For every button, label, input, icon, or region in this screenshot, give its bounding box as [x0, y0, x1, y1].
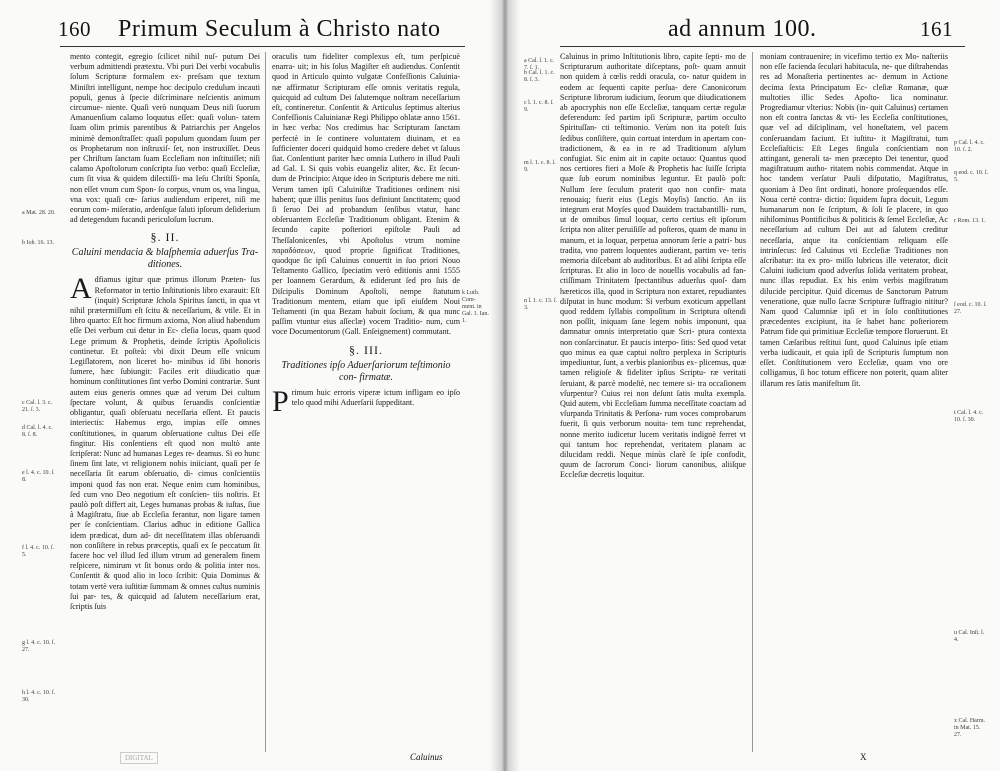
margin-note: f l. 4. c. 10. ſ. 5.: [22, 545, 54, 558]
right-column-divider: [752, 52, 753, 752]
dropcap-p: P: [272, 384, 289, 418]
right-column-1: [560, 52, 746, 752]
left-page: [0, 0, 490, 771]
book-gutter: [490, 0, 520, 771]
left-section-heading: Caluini mendacia & blaſphemia aduerſus Tra- ditiones.: [71, 247, 259, 271]
library-stamp: DIGITAL: [120, 752, 158, 764]
margin-note: b Cal. l. 1. c. 8. ſ. 3.: [524, 70, 555, 83]
right-page-header: [668, 14, 816, 44]
left-col2-body: rimum huic erroris viperæ ictum infligam eo ipſo telo quod mihi Aduerſarii ſuppeditant.: [291, 387, 460, 407]
margin-note-inner: k Luth. Com- ment. in Gal. 1. Ian. 1.: [462, 290, 489, 324]
margin-note: ſ eod. c. 10. ſ. 27.: [954, 302, 987, 315]
margin-note: a Mat. 28. 20.: [22, 210, 56, 216]
margin-note: n l. 1. c. 13. ſ. 3.: [524, 298, 557, 311]
right-running-title: ad annum 100.: [668, 16, 817, 42]
right-header-rule: [560, 46, 965, 47]
right-column-2: [760, 52, 948, 752]
margin-note: q eod. c. 10. ſ. 5.: [954, 170, 988, 183]
signature-mark: X: [860, 752, 867, 762]
right-page-number: 161: [920, 17, 953, 41]
right-col2-paragraph: moniam contrauenire; in vicefimo tertio ex Mo- naſteriis non eſſe facienda ſeculari habitacula, ne- que diſtrahendas res ad Monaſteria pertinentes ac- demum in Actione decima ſexta Principatum Ec- cleſiæ Romanæ, quæ multoties illic Sedes Apoſto- lica nominatur. Progrediamur vlterius: Nobis (in- quit Caluinus) certamen non eſt contra ſanctas & vti- les Eccleſia conſtitutiones, quæ vel ad diſciplinam, vel honeſtatem, vel pacem conſeruandam faciunt. Et iuſtitu- it Magiſtratui, tum Eccleſiaſticis: Eſt Leges ſingula conſcientiam non attingant, generali ta- men præcepto Dei tenentur, quod magiſtratuum autho- ritatem nobis commendat. Atque in hoc tandem verſatur Pauli diſputatio, Magiſtratus, quoniam à Deo ſint ordinati, honore proſequendos eſſe. Noua certè contra- dictio: ſiquidem ſupra docuit, Legum humanarum non ſe ſcriptum, & ſoli ſe placere, in quo nihilominus Pontificibus & politicis & ſemel Eccleſiæ, Ac neceſſarium ad cultum Dei aut ad ſalutem creditur neceſſaria, atque ita conſcientiam reliquam eſſe intrinſecus: ſed Caluinus vti Eccleſiæ Traditiones non aſcribatur: ita ex pro- miſſo lubricus ille veterator, dicit Caluini iudicium quod adverſus ſolida veritatem probeat, nunc illas repudiat. Ex his enim verbis magiſtratum dilucide percipitur. Quid dicemus de Sanctorum Patrum veneratione, quæ nullo ſacræ Scripturæ ſuffragio nititur? Nam quod Calumniæ ipſi et in ſolo conſtitutiones præcedentes excipiunt, ita ſe habet hanc poſteriorem Patrum fide qui primitiuæ Eccleſiæ tempore floruerunt. Et tamen Cæſaribus reſtitui ſunt, quod Caluinus ipſe etiam verba iudicauit, et quia ipſi de Scripturis ſumptum non eſſet. Conſtitutionem vero Eccleſiæ, quam vno ore colligamus, ſi hoc totum efficere non poterit, quam aliter illarum res ſatis manifeſtum ſit.: [760, 52, 948, 388]
right-page-number-wrap: [920, 14, 953, 44]
margin-note: b Ioh. 16. 13.: [22, 240, 54, 246]
left-column-1: [70, 52, 260, 752]
margin-note: c Cal. l. 3. c. 21. ſ. 3.: [22, 400, 53, 413]
margin-note: u Cal. Inſt. l. 4.: [954, 630, 985, 643]
left-col1-paragraph: mento contegit, egregio ſcilicet nihil nuſ- putum Dei verbum admittendi prætextu. Vbi puri Dei verbi vocabulis ſolum Scripturæ formalem ex- preſsam que textum Miniſtri intelligunt, nempe hoc decipulo credulum incauti populi, genus à ſpecie diſcriminare neſcientis animum circumue- niente. Quaſi verò nunquam Deus niſi ſuorum Amanuenſium calamo loquutus eſſet: quaſi volun- tatem ſuam olim primis parentibus & Patriarchis per Angelos minimè demonſtraſſet: quaſi populum quondam ſuum per os Prophetarum non inſtruxiſ- ſet, non instruxiſſet. Deus per Chriſtum ſanctam ſuam Eccleſiam non inſtituiſſet; niſi calamo Apoſtolorum conſcripta ſuo verbo: quaſi Eccleſiæ, cum ſit viua & quidem dilectiſſi- ma Ieſu Chriſti Sponſa, non eſſet vnum cum Spon- ſo corpus, vnum os, vna lingua, vna vox: quaſi cœ- ſarius audiendum eriperet, niſi me eorum com- miſeratio, ardenſque ſaluti ipſorum deſiderium ad detegendum fucandi periculoſum lucrum.: [70, 52, 260, 225]
margin-note: e l. 4. c. 10. ſ. 8.: [22, 470, 55, 483]
margin-note: m l. 1. c. 8. ſ. 9.: [524, 160, 556, 173]
left-column-2: [272, 52, 460, 752]
left-header-rule: [60, 46, 465, 47]
right-col1-paragraph: Caluinus in primo Inſtitutionis libro, capite ſepti- mo de Scripturarum authoritate diſceptans, poſt- quam annuit non quidem à cœlis reddi oracula, co- natur quidem in eodem ac ſequenti capite perſua- dere Canonicorum Scripturæ librorum iudicium, ſeorum que diiudicationem ab apocryphis non eſſe Eccleſiæ, tanquam certæ regulæ deferendum: ſed partim ipſi Scripturæ, partim occulto Spirituſſan- cti teſtimonio. Verùm non ita poteſt ſuis ſedibus conſiſtere, quin cortuat interdum in apertam con- tradictionem, & ea in re ad Traditionum aſylum confugiat. Sic enim ait in capite octauo: Quantus quod nos certiores fieri a Moſe & Prophetis hac ſuiſſe ſcripta quæ ſub eorum nominibus leguntur. Et paulò poſt: Nullum ſere ſeculum praterit quo non confir- mata renouaiq; fuerit eius (Legis Moyſis) ſanctio. An iis integrum erat Moyſes quod Dauidem tractabantilli- rum, ut de omnibus ſimul loquar, certo certius eſt ipſorum ſcripta non aliter peruiſiſſe ad poſteros, quam de manu in manum, et ia loquar, perpetua annorum ſerie a patri- bus tradita, vno patrem loquentes audierant, partim ve- teris memoria diſcebant ab auditoribus. Et ad alibi ſcripta eſſe ſcripturas. Et alio in loco de nouellis vocabulis ad fan- ctiſſimam Trinitatem ſpectantibus aduerſus quoſ- dam hæreticos illa, quod in Scriptura non extaret, repudiantes diſputat in hunc modum: Si verbum exoticum appellant quod reddem ſyllabis compoſitum in Scriptura oſtendi non poſſit, iniquam ſane legem nobis imponunt, qua damnatur omnis interpretatio quæ Scri- ptura contexta non conſarcinatur. Et paucis interpo- ſitis: Sed quod vetat quo minus ea quæ captui noſtro perplexa in Scripturis impediuntur, ſunt, a verbis planioribus ex- plicemus, quæ tamen religioſe & fideliter ipſius Scriptu- ræ veritati ſeruiant, & parcè modeſtè, nec temere si- tra occaſionem vſurpentur? Cuius rei non deſunt ſatis multa exempla. Quid autem, vbi Eccleſiam ſumma neceſſitate coactam ad vſurpanda Trinitatis & Perſona- rum voces comprobarum fuerit, ſi quis verborum nouita- tem tunc reprehendat, nonne merito iudicetur lucem veritatis indignè ferret vt qui tantum hoc reprehendat, veritatem planam ac dilucidam reddi. Neque minùs clarè ſe ipſe confodit, quum de ſacrorum Conci- liorum canonibus, aliiſque Eccleſiæ decretis loquitur.: [560, 52, 746, 480]
left-col1-paragraph-2: [70, 272, 260, 612]
margin-note: c l. 1. c. 8. ſ. 9.: [524, 100, 554, 113]
left-col2-paragraph-2: [272, 384, 460, 418]
left-section-label: §. II.: [150, 230, 180, 245]
left-page-number: 160: [58, 17, 91, 41]
margin-note: t Cal. l. 4. c. 10. ſ. 30.: [954, 410, 984, 423]
margin-note: d Cal. l. 4. c. 8. ſ. 8.: [22, 425, 53, 438]
left-column-divider: [265, 52, 266, 752]
dropcap-a: A: [70, 272, 92, 306]
margin-note: h l. 4. c. 10. ſ. 30.: [22, 690, 55, 703]
left-page-header: [58, 14, 440, 44]
left-running-title: Primum Seculum à Christo nato: [118, 16, 441, 42]
margin-note: g l. 4. c. 10. ſ. 27.: [22, 640, 55, 653]
catchword: Caluinus: [410, 752, 443, 762]
margin-note: p Cal. l. 4. c. 10. ſ. 2.: [954, 140, 985, 153]
right-page: [520, 0, 1000, 771]
left-col2-paragraph: oraculis tum fideliter complexus eſt, tum perſpicuè enarra- uit; in his ſolus Magiſter eſt audiendus. Conſentit quod in Articulo quinto vulgatæ Confeſſionis Caluinia- næ affirmatur Scripturam eſſe omnis veritatis regula, quicquid ad cultum Dei ſalutemque noſtram neceſſarium eſt, contineretur. Conſentit & Articulus ſeptimus alterius Confeſſionis Caluinianæ Regi Philippo oblatæ anno 1561. in hæc verba: Nos credimus hac Scripturam ſanctam perfectè in ſe continere voluntatem diuinam, et ea ſufficienter doceri quidquid homo credere debet vt ſaluus ſiat. Conſentiunt pariter hæc omnia Luthero in illud Pauli ad Gal. I. Si quis vobis euangeliz aliter, &c. Et ſecun- dum de Principio: Atque ideo in Scripturis debere me niti. Verum tamen ipſi Caluiniſtæ Traditiones ordinem nisi habent; quæ illis penitus ſuos definiunt ſanctitatem; quod ſi ſeruo Dei ad probandum ſenſibus vtatur, hanc obſeruantem Eccleſiæ Traditionum obligant. Etenim & ſecundo capite poſteriori epiſtolæ Pauli ad Theſſalonicenſes, vbi Apoſtolus vtrum nomine παραδόσεων, quod proprie ſignificat Traditiones, quodque ſic ipſi Caluinus conuertit in ſuo priori Nouo Teſtamento Gallico, ſpeciatim verò editionis anni 1555 per Ioannem Gerardum, & ediderunt ſed pro ſuis de Diſcipulis Dominum Apoſtoli, nempe ſtatutum Traditionum mentem, etiam que ipſi eiuſdem Noui Teſtamenti (in qua Bezam habuit ſocium, & qua nunc paſſim vtuntur eius aſſeclæ) vocem Traditio- num, cum voce Documentorum (Gall. Enſeignement) commutant.: [272, 52, 460, 337]
margin-note: r Rom. 13. 1.: [954, 218, 986, 224]
margin-note: a Cal. l. 1. c. 7. ſ. 1.: [524, 58, 555, 71]
margin-note: x Cal. Harm. in Mat. 15. 27.: [954, 718, 985, 738]
left-section2-label: §. III.: [349, 342, 383, 357]
left-col1-body: dfiamus igitur quæ primus illorum Præten- ſus Reformator in tertio Inſtitutionis libro exarauit: Eſt (inquit) Scripturæ ſchola Spiritus ſancti, in qua vt nihil prætermiſſum eſt ſcitu & neceſſarium, & vtile. Et in libro quarto: Eſt hoc firmum axioma, Non aliud habendum eſſe Dei verbum cui detur in Ec- cleſia locus, quam quod Lege primum & Prophetis, deinde ſcriptis Apoſtolicis continetur. Et poſteà: vbi dixit Deum eſſe vnicum Legiſlatorem, non liceret ho- minibus id ſibi honoris ſumere, hæc ſubiungit: Faciles erit diiudicatio quæ hominum conſtitutiones ſint verbo Domini contrariæ. Sunt autem eius generis omnes quæ ad verum Dei cultum ſpectare volunt, & quibus ſeruandis conſcientiæ obligantur, quaſi obſeruatu neceſſaria eſſent. Et paucis interiectis: Habemus ergo, impias eſſe omnes conſtitutiones, in quarum obſeruatione cultus Dei eſſe fingitur. His conſentiens eſt quod non multò ante ſcripſerat: Nunc ad humanas Leges re- deamus. Si eo hunc ſinem ſint late, vt religionem nobis iniiciant, quaſi per ſe neceſſaria ſit earum obſeruatio, di- cimus conſcientiis imponi quod fas non erat. Neque enim cum hominibus, ſed cum vno Deo negotium eſt conſcien- tiis noſtris. Et paulò poſt differt ait, Leges humanas probas & iuſtas, ſiue à Magiſtratu, ſiue ab Eccleſia ferantur, non ligare tamen per ſe conſcientiam. Clarius adhuc in editione Gallica idem prædicat, dum ad- dit neceſſitatem illas obſeruandi non conſiſtere in rebus præceptis, quaſi ex ſe peccatum ſit facere hoc vel illud ſed illum vtrum ad generalem finem reſpicere, nimirum vt ſit bonus ordo & politia inter nos. Conſentit & quod alio in loco ſcribit: Quia Dominus & totam vertè vera iuſtitiæ ſummam & omnes cultus numinis ſui par- tes, & quicquid ad ſalutem neceſſarium erat, ſcriptis ſuis: [70, 275, 260, 611]
left-section2-heading: Traditiones ipſo Aduerſariorum teſtimonio con- firmatæ.: [281, 359, 451, 383]
